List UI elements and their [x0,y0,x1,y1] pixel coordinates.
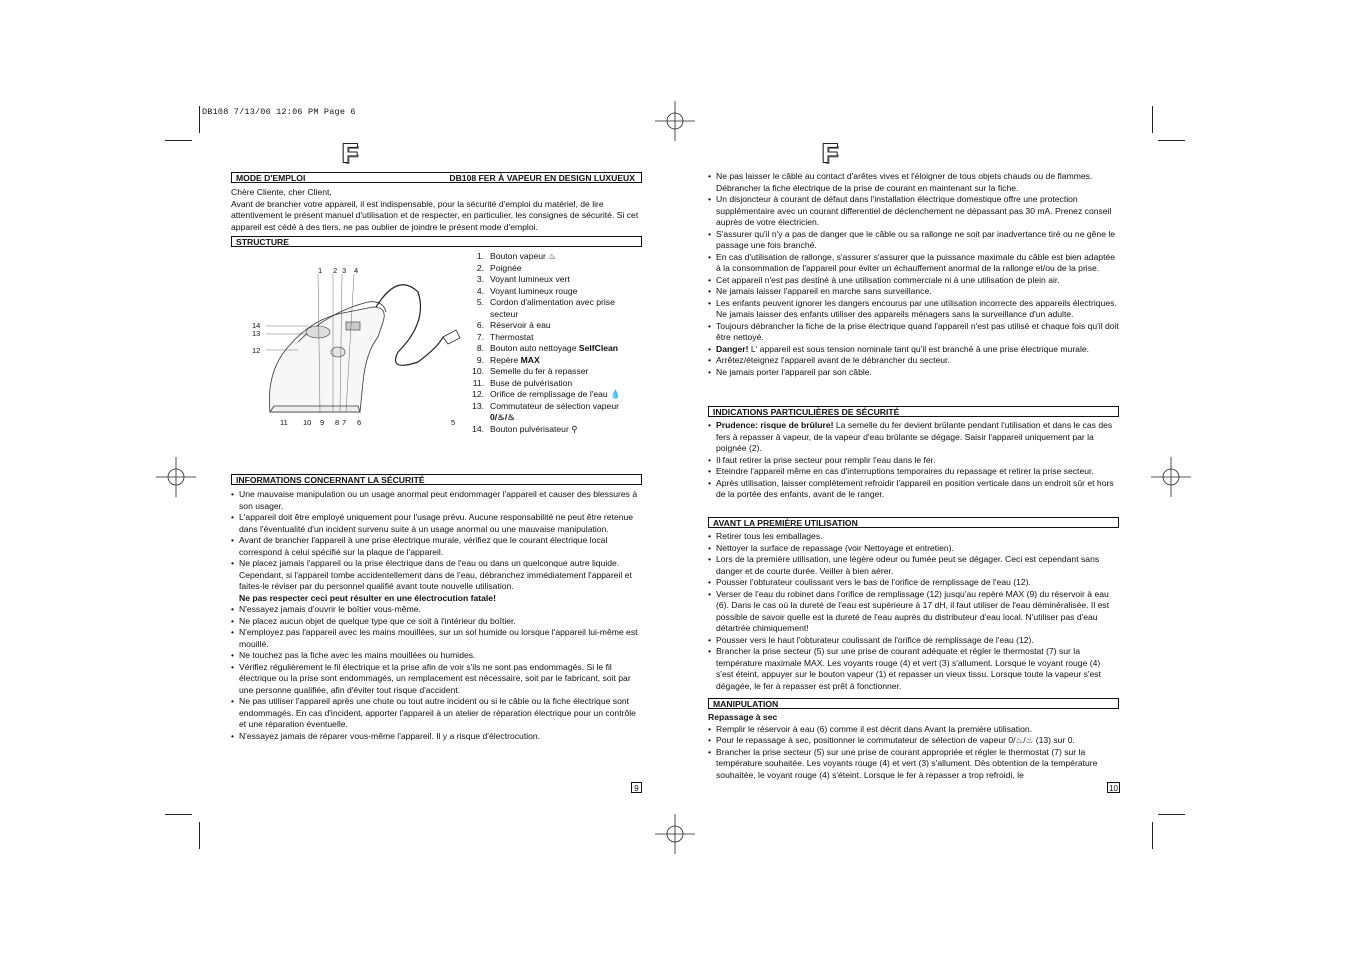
section-header-manipulation: MANIPULATION [708,698,1119,709]
crop-mark [1158,140,1185,141]
part-item: 12. Orifice de remplissage de l'eau 💧 [472,389,621,399]
language-letter: F [342,138,358,168]
safety-continued [708,171,1120,378]
safety-list [231,489,643,742]
iron-diagram [248,262,470,430]
figure-label: 6 [357,418,362,427]
prudence-item: • Prudence: risque de brûlure! La semelle du fer devient brûlante pendant l'utilisation et dans le cas des fers à repasser à vapeur, de la vapeur d'eau brûlante se dégage. Saisir l'appareil uniquement par la poignée (2). [708,420,1120,455]
section-header-structure: STRUCTURE [231,236,642,247]
list-item: • Ne pas utiliser l'appareil après une chute ou tout autre incident ou si le câble ou la fiche électrique sont endommagés. En cas d'incident, apporter l'appareil à un atelier de réparation électrique pour un contrôle et une réparation éventuelle. [231,696,643,731]
part-item: 6. Réservoir à eau [476,320,551,330]
figure-label: 12 [252,346,261,355]
figure-label: 3 [342,266,347,275]
list-item: • Pousser l'obturateur coulissant vers le bas de l'orifice de remplissage de l'eau (12). [708,577,1120,589]
figure-label: 13 [252,329,261,338]
list-item: • Ne placez jamais l'appareil ou la prise électrique dans de l'eau ou dans un quelconque autre liquide. Cependant, si l'appareil tombe accidentellement dans de l'eau, débranchez immédiatement l'appareil et faites-le réviser par du personnel qualifié avant toute nouvelle utilisation. [231,558,643,593]
safety-warning: Ne pas respecter ceci peut résulter en une électrocution fatale! [239,592,496,603]
list-item: • Brancher la prise secteur (5) sur une prise de courant appropriée et régler le thermostat (7) sur la température souhaitée. Les voyants rouge (4) et vert (3) s'allument. Dès obtention de la température souhaitée, le voyant rouge (4) s'éteint. Lorsque le fer à repasser a trop refroidi, le [708,747,1120,782]
list-item: • Ne jamais porter l'appareil par son câble. [708,367,1120,379]
list-item: • Il faut retirer la prise secteur pour remplir l'eau dans le fer. [708,455,1120,467]
list-item: • Après utilisation, laisser complètement refroidir l'appareil en position verticale dans un endroit sûr et hors de la portée des enfants, avant de le ranger. [708,478,1120,501]
crop-mark [165,140,192,141]
figure-label: 4 [354,266,359,275]
figure-label: 1 [318,266,323,275]
part-item: 10. Semelle du fer à repasser [472,366,589,376]
figure-label: 9 [320,418,325,427]
section-header-mode-emploi [231,172,642,183]
water-drop-icon: 💧 [610,389,621,399]
part-item: 3. Voyant lumineux vert [476,274,570,284]
part-item: 7. Thermostat [476,331,534,342]
figure-label: 11 [280,418,288,427]
part-item: 1. Bouton vapeur ♨ [476,251,557,261]
part-item: 2. Poignée [476,262,522,273]
list-item: • Nettoyer la surface de repassage (voir Nettoyage et entretien). [708,543,1120,555]
part-item: 13. Commutateur de sélection vapeur 0/♨/♨ [472,400,619,422]
figure-label: 14 [252,321,261,330]
page-number: 9 [631,782,642,793]
section-header-first-use: AVANT LA PREMIÈRE UTILISATION [708,517,1119,528]
crop-mark [1158,814,1185,815]
list-item: • Retirer tous les emballages. [708,531,1120,543]
header-right: DB108 FER À VAPEUR EN DESIGN LUXUEUX [449,173,635,183]
list-item: • S'assurer qu'il n'y a pas de danger que le câble ou sa rallonge ne soit par inadvertance tiré ou ne gêne le passage une fois branché. [708,229,1120,252]
list-item: • Les enfants peuvent ignorer les dangers encourus par une utilisation incorrecte des appareils électriques. Ne jamais laisser des enfants utiliser des appareils ménagers sans la surveillance d'un adulte. [708,298,1120,321]
intro-paragraph: Avant de brancher votre appareil, il est indispensable, pour la sécurité d'emploi du matériel, de lire attentivement le présent manuel d'utilisation et de respecter, en particulier, les consignes de sécurité. Si cet appareil est cédé à des tiers, ne pas oublier de joindre le présent mode d'emploi. [231,198,639,232]
danger-item: • Danger! L' appareil est sous tension nominale tant qu'il est branché à une prise électrique murale. [708,344,1120,356]
steam-icon: ♨ [548,251,557,261]
section-header-particular: INDICATIONS PARTICULIÈRES DE SÉCURITÉ [708,406,1119,417]
crop-mark [1152,822,1153,849]
list-item: • Arrêtez/éteignez l'appareil avant de le débrancher du secteur. [708,355,1120,367]
list-item: • Pour le repassage à sec, positionner le commutateur de sélection de vapeur 0/♨/♨ (13) sur 0. [708,735,1120,747]
list-item: • L'appareil doit être employé uniquement pour l'usage prévu. Aucune responsabilité ne peut être retenue dans l'éventualité d'un incident survenu suite à un usage anormal ou une mauvaise manipulation. [231,512,643,535]
list-item: • Cet appareil n'est pas destiné à une utilisation commerciale ni à une utilisation de plein air. [708,275,1120,287]
list-item: • Une mauvaise manipulation ou un usage anormal peut endommager l'appareil et causer des blessures à son usager. [231,489,643,512]
intro-text [231,187,641,233]
list-item: • Avant de brancher l'appareil à une prise électrique murale, vérifiez que le courant électrique local correspond à celui spécifié sur la plaque de l'appareil. [231,535,643,558]
section-header-safety: INFORMATIONS CONCERNANT LA SÉCURITÉ [231,474,642,485]
list-item: • N'essayez jamais de réparer vous-même l'appareil. Il y a risque d'électrocution. [231,731,643,743]
particular-list [708,420,1120,501]
figure-label: 8 [335,418,340,427]
part-item: 8. Bouton auto nettoyage SelfClean [476,343,619,353]
list-item: • Ne pas laisser le câble au contact d'arêtes vives et l'éloigner de tous objets chauds ou de flammes. Débrancher la fiche électrique de la prise de courant en maintenant sur la fiche. [708,171,1120,194]
registration-mark-icon [655,814,695,854]
part-item: 9. Repère MAX [476,354,540,365]
manipulation-list [708,712,1120,781]
registration-mark-icon [1151,457,1191,497]
parts-list [468,251,638,435]
header-left: MODE D'EMPLOI [236,173,306,183]
registration-mark-icon [156,457,196,497]
part-item: 11. Buse de pulvérisation [472,377,573,388]
list-item: • Pousser vers le haut l'obturateur coulissant de l'orifice de remplissage de l'eau (12). [708,635,1120,647]
crop-mark [165,814,192,815]
crop-mark [1152,106,1153,133]
part-item: 4. Voyant lumineux rouge [476,285,578,296]
part-item: 5. Cordon d'alimentation avec prise secteur [476,297,615,319]
list-item: • Ne touchez pas la fiche avec les mains mouillées ou humides. [231,650,643,662]
print-slug: DB108 7/13/06 12:06 PM Page 6 [202,107,356,117]
crop-mark [199,822,200,849]
figure-label: 5 [451,418,456,427]
list-item: • Verser de l'eau du robinet dans l'orifice de remplissage (12) jusqu'au repère MAX (9) du réservoir à eau (6). Dans le cas où la dureté de l'eau est supérieure à 17 dH, il faut utiliser de l'eau déminéralisée. Il est possible de savoir quelle est la dureté de l'eau auprès du distributeur d'eau local. N'utiliser pas d'eau détartrée chimiquement! [708,589,1120,635]
language-letter: F [822,138,838,168]
list-item: • Vérifiez régulièrement le fil électrique et la prise afin de voir s'ils ne sont pas endommagés. Si le fil électrique ou la prise sont endommagés, un remplacement est nécessaire, soit par le fabricant, soit par une personne qualifiée, afin d'éviter tout risque d'accident. [231,662,643,697]
greeting: Chère Cliente, cher Client, [231,187,332,197]
list-item: • N'essayez jamais d'ouvrir le boîtier vous-même. [231,604,643,616]
first-use-list [708,531,1120,692]
spray-icon: ⚲ [571,423,578,434]
list-item: • Eteindre l'appareil même en cas d'interruptions temporaires du repassage et retirer la prise secteur. [708,466,1120,478]
list-item: • Toujours débrancher la fiche de la prise électrique quand l'appareil n'est pas utilisé et chaque fois qu'il doit être nettoyé. [708,321,1120,344]
crop-mark [199,106,200,133]
list-item: • Ne jamais laisser l'appareil en marche sans surveillance. [708,286,1120,298]
registration-mark-icon [655,101,695,141]
figure-label: 7 [342,418,347,427]
list-item: • N'employez pas l'appareil avec les mains mouillées, sur un sol humide ou lorsque l'appareil lui-même est mouillé. [231,627,643,650]
figure-label: 10 [303,418,312,427]
part-item: 14. Bouton pulvérisateur ⚲ [472,423,578,434]
list-item: • Lors de la première utilisation, une légère odeur ou fumée peut se dégager. Ceci est cependant sans danger et de courte durée. Veiller à bien aérer. [708,554,1120,577]
figure-label: 2 [333,266,338,275]
list-item: • Brancher la prise secteur (5) sur une prise de courant adéquate et régler le thermostat (7) sur la température maximale MAX. Les voyants rouge (4) et vert (3) s'allument. Lorsque le voyant rouge (4) s'est éteint, appuyer sur le bouton vapeur (1) et repasser un vieux tissu. Lorsque toute la vapeur s'est dégagée, le fer à repasser est prêt à fonctionner. [708,646,1120,692]
list-item: • Remplir le réservoir à eau (6) comme il est décrit dans Avant la première utilisation. [708,724,1120,736]
list-item: • Un disjoncteur à courant de défaut dans l'installation électrique domestique offre une protection supplémentaire avec un courant differentiel de déclenchement ne dépassant pas 30 mA. Prenez conseil auprès de votre électricien. [708,194,1120,229]
list-item: • Ne placez aucun objet de quelque type que ce soit à l'intérieur du boîtier. [231,616,643,628]
page-number: 10 [1107,782,1120,793]
subheading: Repassage à sec [708,712,778,722]
list-item: • En cas d'utilisation de rallonge, s'assurer s'assurer que la puissance maximale du câble est bien adaptée à la consommation de l'appareil pour éviter un échauffement anormal de la rallonge et/ou de la prise. [708,252,1120,275]
